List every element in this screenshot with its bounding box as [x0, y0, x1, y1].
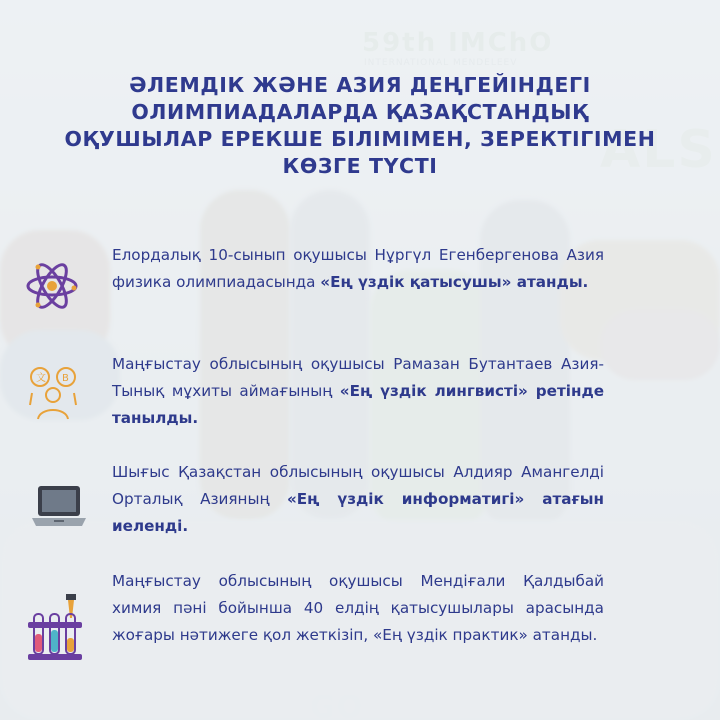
achievement-item-1: [112, 242, 604, 296]
achievement-item-4: [112, 568, 604, 649]
achievement-item-3-highlight: «Ең үздік информатигі» атағын иеленді.: [112, 490, 604, 535]
achievement-item-2: [112, 351, 604, 432]
svg-text:B: B: [62, 373, 69, 384]
achievement-item-1-lead: Елордалық 10-сынып оқушысы Нұргүл Егенбергенова Азия физика олимпиадасында: [112, 246, 604, 291]
achievement-item-2-highlight: «Ең үздік лингвисті» ретінде танылды.: [112, 382, 605, 427]
linguist-icon: [22, 365, 84, 421]
atom-icon: [24, 258, 80, 314]
svg-text:文: 文: [36, 373, 46, 384]
laptop-icon: [28, 482, 90, 530]
page-title: ӘЛЕМДІК ЖӘНЕ АЗИЯ ДЕҢГЕЙІНДЕГІ ОЛИМПИАДАЛАРДА ҚАЗАҚСТАНДЫҚ ОҚУШЫЛАР ЕРЕКШЕ БІЛІМІМЕН, ЗЕРЕКТІГІМЕН КӨЗГЕ ТҮСТІ: [64, 73, 656, 178]
achievement-item-3-lead: Шығыс Қазақстан облысының оқушысы Алдияр Амангелді Орталық Азияның: [112, 463, 604, 508]
achievement-item-2-lead: Маңғыстау облысының оқушысы Рамазан Бутантаев Азия-Тынық мұхиты аймағының: [112, 355, 604, 400]
achievement-item-3: [112, 459, 604, 540]
achievement-item-1-highlight: «Ең үздік қатысушы» атанды.: [320, 273, 589, 291]
achievement-item-4-lead: Маңғыстау облысының оқушысы Мендіғали Қалдыбай химия пәні бойынша 40 елдің қатысушылары арасында жоғары нәтижеге қол жеткізіп, «Ең үздік практик» атанды.: [112, 572, 604, 644]
test-tubes-icon: [26, 592, 84, 662]
